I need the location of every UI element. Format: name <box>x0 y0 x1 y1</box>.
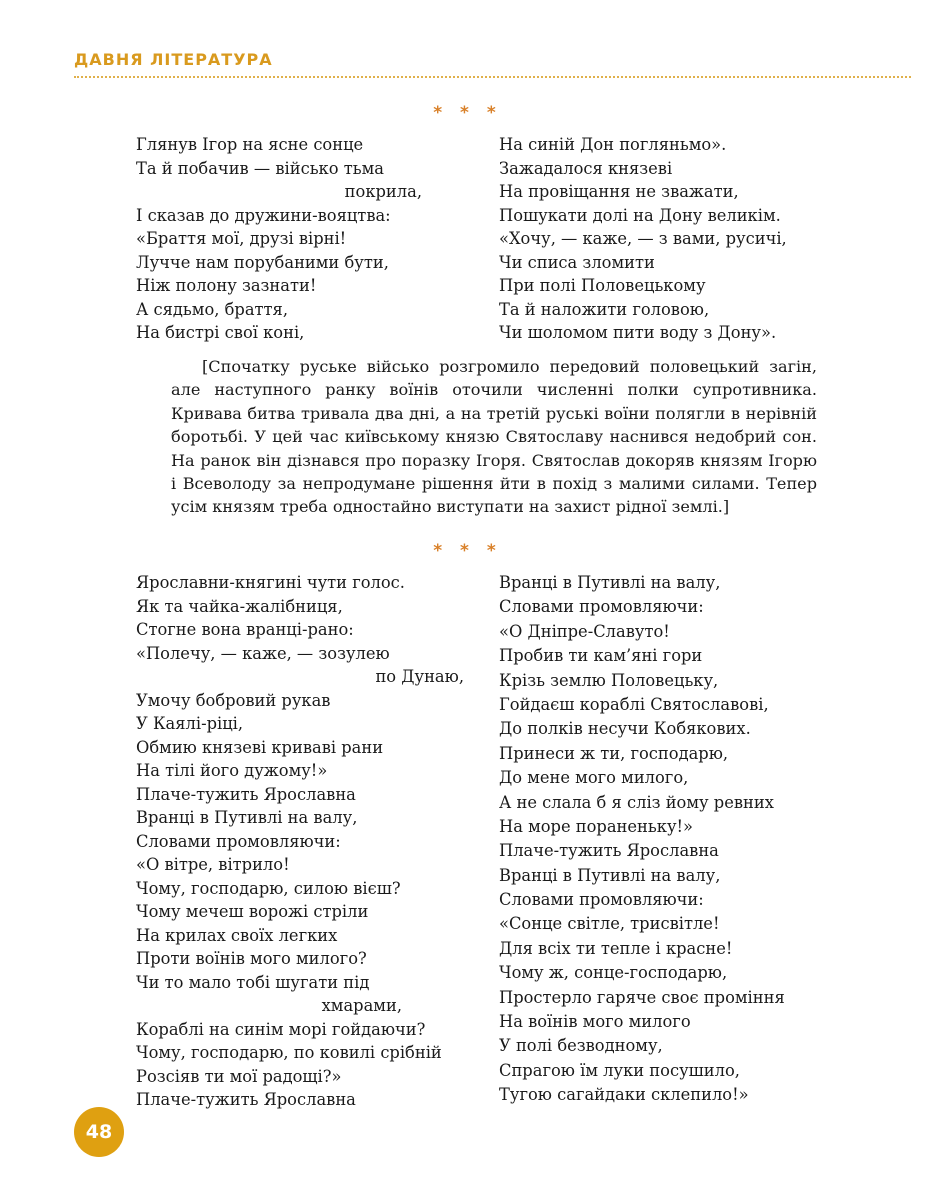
verse-line: Словами промовляючи: <box>136 831 341 851</box>
verse-line: хмарами, <box>321 996 402 1015</box>
verse-line: Стогне вона вранці-рано: <box>136 620 354 639</box>
verse-line: «О вітре, вітрило! <box>136 855 290 874</box>
verse-line: На бистрі свої коні, <box>136 323 305 342</box>
verse-line: Розсіяв ти мої радощі?» <box>136 1066 342 1086</box>
verse-line: Плаче-тужить Ярославна <box>499 841 719 861</box>
verse-line: До мене мого милого, <box>499 768 689 788</box>
verse-line: Лучче нам порубаними бути, <box>136 252 389 272</box>
verse-line: До полків несучи Кобякових. <box>499 719 751 739</box>
verse-line: Вранці в Путивлі на валу, <box>499 865 721 885</box>
prose-paragraph: [Спочатку руське військо розгромило передовий половецький загін, але наступного ранку воїнів оточили численні полки супротивника. Кривава битва тривала два дні, а на третій руські воїни полягли в нерівній боротьбі. У цей час київському князю Святославу наснився недобрий сон. На ранок він дізнався про поразку Ігоря. Святослав докоряв князям Ігорю і Всеволоду за непродумане рішення йти в похід з малими силами. Тепер усім князям треба одностайно виступати на захист рідної землі.] <box>171 357 817 517</box>
verse-line: Чи то мало тобі шугати під <box>136 972 370 992</box>
verse-line: Словами промовляючи: <box>499 890 704 910</box>
verse-line: Умочу бобровий рукав <box>136 690 331 710</box>
verse-line: А сядьмо, браття, <box>136 299 288 319</box>
verse-line: Принеси ж ти, господарю, <box>499 743 729 763</box>
verse-line: «Сонце світле, трисвітле! <box>499 914 720 934</box>
poem1-left-column <box>136 133 422 345</box>
verse-line: На тілі його дужому!» <box>136 761 328 780</box>
verse-line: Як та чайка-жалібниця, <box>136 596 343 616</box>
header-divider <box>74 76 911 78</box>
verse-line: І сказав до дружини-вояцтва: <box>136 205 391 225</box>
verse-line: «Браття мої, друзі вірні! <box>136 229 347 248</box>
poem1-right-column <box>499 133 829 345</box>
section-separator-stars: * * * <box>433 103 502 123</box>
verse-line: На море пораненьку!» <box>499 816 694 836</box>
verse-line: Вранці в Путивлі на валу, <box>136 808 358 827</box>
verse-line: Кораблі на синім морі гойдаючи? <box>136 1019 426 1039</box>
verse-line: У полі безводному, <box>499 1036 663 1056</box>
verse-line: Крізь землю Половецьку, <box>499 670 719 690</box>
verse-line: Та й наложити головою, <box>499 299 710 319</box>
verse-line: Чому мечеш ворожі стріли <box>136 902 369 921</box>
verse-line: «О Дніпре-Славуто! <box>499 621 670 641</box>
verse-line: Обмию князеві криваві рани <box>136 737 384 757</box>
poem2-left-column <box>136 571 472 1112</box>
verse-line: Вранці в Путивлі на валу, <box>499 573 721 592</box>
verse-line: На крилах своїх легких <box>136 925 338 945</box>
section-separator-stars: * * * <box>433 541 502 561</box>
verse-line: Пошукати долі на Дону великім. <box>499 205 781 225</box>
page-number-badge: 48 <box>74 1107 124 1157</box>
verse-line: На воїнів мого милого <box>499 1012 691 1032</box>
verse-line: «Хочу, — каже, — з вами, русичі, <box>499 229 787 248</box>
verse-line: Чи списа зломити <box>499 252 655 272</box>
poem2-right-column <box>499 571 829 1108</box>
verse-line: Чому, господарю, по ковилі срібній <box>136 1043 442 1062</box>
prose-summary <box>171 355 817 519</box>
verse-line: Глянув Ігор на ясне сонце <box>136 135 364 154</box>
verse-line: При полі Половецькому <box>499 276 706 295</box>
verse-line: Чому, господарю, силою вієш? <box>136 878 401 898</box>
verse-line: по Дунаю, <box>375 667 464 686</box>
verse-line: Ніж полону зазнати! <box>136 276 317 295</box>
verse-line: У Каялі-ріці, <box>136 714 244 733</box>
verse-line: Спрагою їм луки посушило, <box>499 1060 740 1080</box>
verse-line: Чи шоломом пити воду з Дону». <box>499 323 777 342</box>
verse-line: Ярославни-княгині чути голос. <box>136 573 405 592</box>
verse-line: На синій Дон погляньмо». <box>499 135 727 154</box>
verse-line: Словами промовляючи: <box>499 597 704 617</box>
verse-line: «Полечу, — каже, — зозулею <box>136 643 390 663</box>
verse-line: Зажадалося князеві <box>499 158 673 178</box>
section-title: ДАВНЯ ЛІТЕРАТУРА <box>74 50 273 69</box>
verse-line: А не слала б я сліз йому ревних <box>499 792 774 812</box>
verse-line: Простерло гаряче своє проміння <box>499 987 785 1007</box>
verse-line: Проти воїнів мого милого? <box>136 949 367 968</box>
verse-line: Плаче-тужить Ярославна <box>136 784 356 804</box>
verse-line: Та й побачив — військо тьма <box>136 158 384 178</box>
verse-line: покрила, <box>344 182 422 201</box>
verse-line: Чому ж, сонце-господарю, <box>499 963 728 983</box>
verse-line: Пробив ти кам’яні гори <box>499 646 703 666</box>
verse-line: Гойдаєш кораблі Святославові, <box>499 694 769 714</box>
verse-line: На провіщання не зважати, <box>499 182 739 201</box>
verse-line: Для всіх ти тепле і красне! <box>499 938 733 958</box>
verse-line: Тугою сагайдаки склепило!» <box>499 1085 749 1105</box>
verse-line: Плаче-тужить Ярославна <box>136 1090 356 1109</box>
